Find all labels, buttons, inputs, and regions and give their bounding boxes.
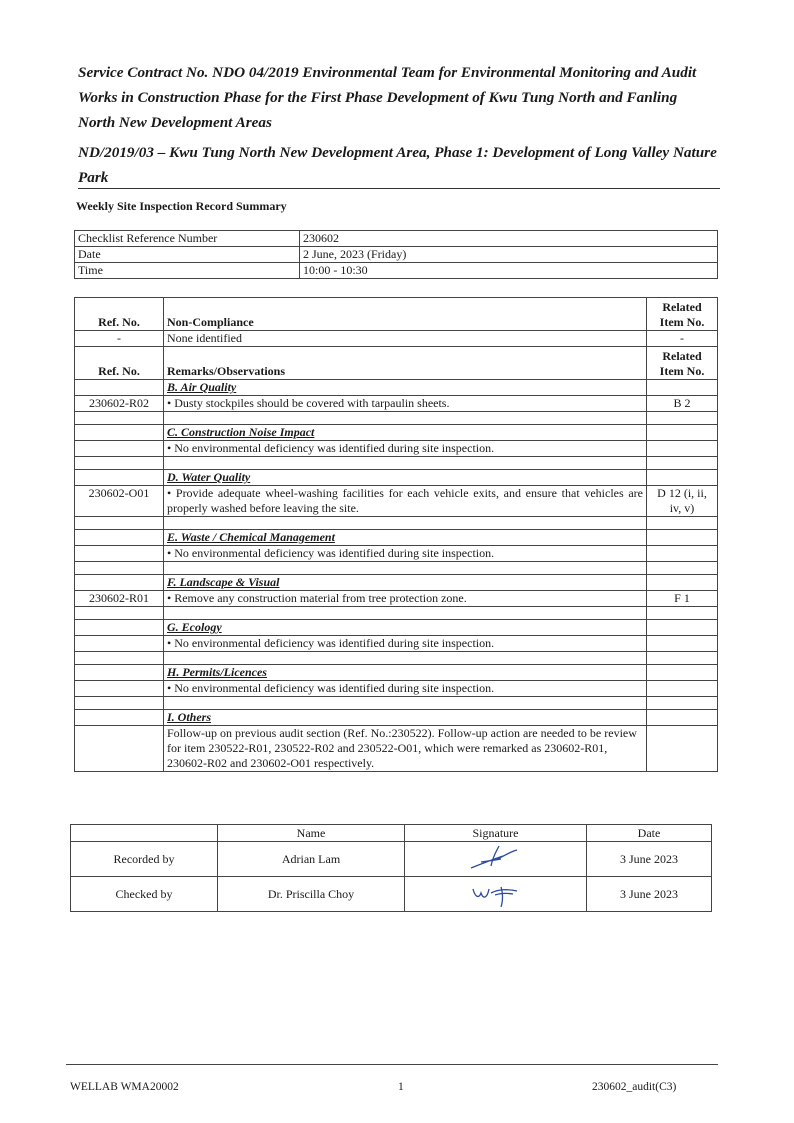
ref-cell: 230602-R01 bbox=[75, 591, 164, 607]
text-cell: • No environmental deficiency was identified during site inspection. bbox=[164, 681, 647, 697]
footer-left: WELLAB WMA20002 bbox=[70, 1081, 179, 1093]
table-row bbox=[75, 681, 718, 697]
item-cell bbox=[647, 441, 718, 457]
info-label: Date bbox=[75, 247, 300, 263]
date-cell: 3 June 2023 bbox=[587, 877, 712, 912]
section-title: F. Landscape & Visual bbox=[164, 575, 647, 591]
footer-rule bbox=[66, 1064, 718, 1065]
spacer-row bbox=[75, 607, 718, 620]
table-row bbox=[75, 726, 718, 772]
text-cell: • No environmental deficiency was identified during site inspection. bbox=[164, 546, 647, 562]
inspection-record-table bbox=[74, 297, 718, 772]
section-title-row bbox=[75, 665, 718, 681]
section-title: D. Water Quality bbox=[164, 470, 647, 486]
page-number: 1 bbox=[398, 1081, 404, 1093]
item-cell bbox=[647, 681, 718, 697]
spacer-row bbox=[75, 517, 718, 530]
signoff-table bbox=[70, 824, 712, 912]
info-value: 230602 bbox=[300, 231, 718, 247]
info-label: Checklist Reference Number bbox=[75, 231, 300, 247]
date-header: Date bbox=[587, 825, 712, 842]
section-title: E. Waste / Chemical Management bbox=[164, 530, 647, 546]
item-cell bbox=[647, 546, 718, 562]
text-cell: • No environmental deficiency was identified during site inspection. bbox=[164, 636, 647, 652]
ref-cell: 230602-O01 bbox=[75, 486, 164, 517]
related-item-header: Related Item No. bbox=[647, 298, 718, 331]
signoff-row bbox=[71, 842, 712, 877]
spacer-row bbox=[75, 697, 718, 710]
info-row bbox=[75, 263, 718, 279]
section-title: I. Others bbox=[164, 710, 647, 726]
text-cell: • Provide adequate wheel-washing facilities for each vehicle exits, and ensure that vehicles are properly washed before leaving the site. bbox=[164, 486, 647, 517]
document-title: Service Contract No. NDO 04/2019 Environmental Team for Environmental Monitoring and Audit Works in Construction Phase for the First Phase Development of Kwu Tung North and Fanling North New Development Areas bbox=[78, 64, 697, 131]
ref-cell bbox=[75, 441, 164, 457]
summary-heading: Weekly Site Inspection Record Summary bbox=[76, 199, 287, 213]
signoff-row bbox=[71, 877, 712, 912]
handwritten-signature bbox=[451, 877, 541, 907]
date-cell: 3 June 2023 bbox=[587, 842, 712, 877]
section-title-row bbox=[75, 530, 718, 546]
ref-no-header: Ref. No. bbox=[75, 347, 164, 380]
section-title-row bbox=[75, 470, 718, 486]
table-header-row bbox=[75, 298, 718, 331]
item-cell bbox=[647, 636, 718, 652]
item-cell: B 2 bbox=[647, 396, 718, 412]
signature-cell bbox=[405, 842, 587, 877]
section-title: G. Ecology bbox=[164, 620, 647, 636]
section-title-row bbox=[75, 425, 718, 441]
text-cell: • No environmental deficiency was identified during site inspection. bbox=[164, 441, 647, 457]
ref-cell bbox=[75, 636, 164, 652]
spacer-row bbox=[75, 562, 718, 575]
info-value: 10:00 - 10:30 bbox=[300, 263, 718, 279]
ref-cell bbox=[75, 546, 164, 562]
spacer-row bbox=[75, 652, 718, 665]
name-cell: Adrian Lam bbox=[218, 842, 405, 877]
item-cell: D 12 (i, ii, iv, v) bbox=[647, 486, 718, 517]
ref-cell: 230602-R02 bbox=[75, 396, 164, 412]
inspection-info-table bbox=[74, 230, 718, 279]
table-row bbox=[75, 636, 718, 652]
text-cell: • Dusty stockpiles should be covered with tarpaulin sheets. bbox=[164, 396, 647, 412]
table-row bbox=[75, 591, 718, 607]
signature-cell bbox=[405, 877, 587, 912]
info-row bbox=[75, 231, 718, 247]
info-label: Time bbox=[75, 263, 300, 279]
related-item-header: Related Item No. bbox=[647, 347, 718, 380]
section-title-row bbox=[75, 575, 718, 591]
spacer-row bbox=[75, 457, 718, 470]
item-cell: F 1 bbox=[647, 591, 718, 607]
text-cell: Follow-up on previous audit section (Ref. No.:230522). Follow-up action are needed to be review for item 230522-R01, 230522-R02 and 230522-O01, which were remarked as 230602-R01, 230602-R02 and 230602-O01 respectively. bbox=[164, 726, 647, 772]
non-compliance-header: Non-Compliance bbox=[164, 298, 647, 331]
remarks-header: Remarks/Observations bbox=[164, 347, 647, 380]
ref-cell bbox=[75, 681, 164, 697]
section-title-row bbox=[75, 620, 718, 636]
item-cell bbox=[647, 726, 718, 772]
section-title: C. Construction Noise Impact bbox=[164, 425, 647, 441]
header-rule bbox=[78, 188, 720, 189]
info-value: 2 June, 2023 (Friday) bbox=[300, 247, 718, 263]
section-title: H. Permits/Licences bbox=[164, 665, 647, 681]
table-row bbox=[75, 396, 718, 412]
role-cell: Checked by bbox=[71, 877, 218, 912]
ref-no-header: Ref. No. bbox=[75, 298, 164, 331]
ref-cell bbox=[75, 726, 164, 772]
info-row bbox=[75, 247, 718, 263]
section-title-row bbox=[75, 380, 718, 396]
section-title-row bbox=[75, 710, 718, 726]
text-cell: • Remove any construction material from tree protection zone. bbox=[164, 591, 647, 607]
signoff-header-row bbox=[71, 825, 712, 842]
role-cell: Recorded by bbox=[71, 842, 218, 877]
text-cell: None identified bbox=[164, 331, 647, 347]
handwritten-signature bbox=[451, 842, 541, 872]
ref-cell: - bbox=[75, 331, 164, 347]
name-header: Name bbox=[218, 825, 405, 842]
spacer-row bbox=[75, 412, 718, 425]
signature-header: Signature bbox=[405, 825, 587, 842]
footer-right: 230602_audit(C3) bbox=[592, 1081, 677, 1093]
table-row bbox=[75, 546, 718, 562]
table-row bbox=[75, 331, 718, 347]
table-row bbox=[75, 441, 718, 457]
item-cell: - bbox=[647, 331, 718, 347]
document-subtitle: ND/2019/03 – Kwu Tung North New Development Area, Phase 1: Development of Long Valley Nature Park bbox=[78, 144, 717, 186]
table-header-row bbox=[75, 347, 718, 380]
section-title: B. Air Quality bbox=[164, 380, 647, 396]
table-row bbox=[75, 486, 718, 517]
name-cell: Dr. Priscilla Choy bbox=[218, 877, 405, 912]
